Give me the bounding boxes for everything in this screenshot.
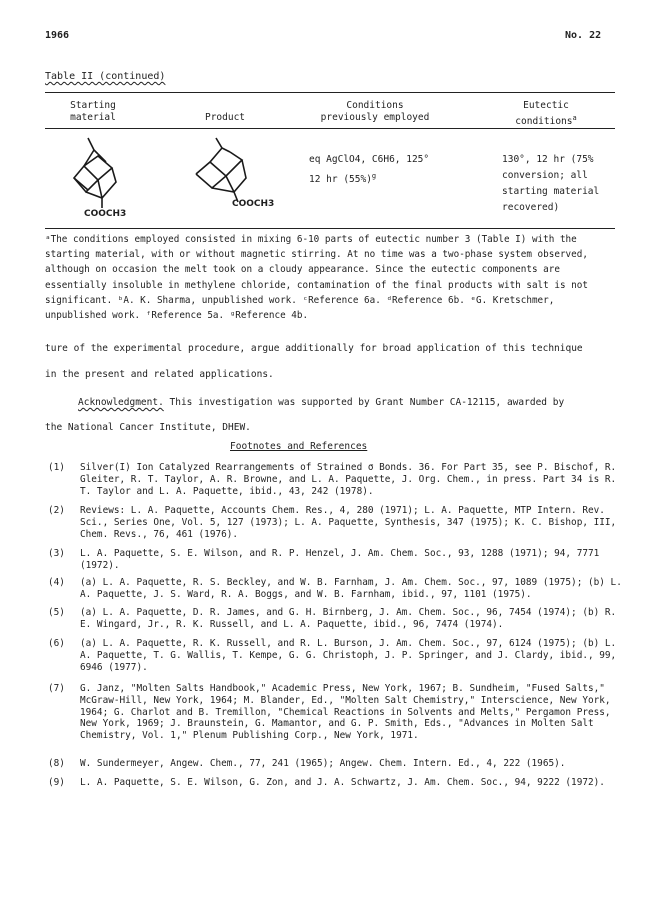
bond bbox=[226, 176, 234, 192]
reference-text: W. Sundermeyer, Angew. Chem., 77, 241 (1965); Angew. Chem. Intern. Ed., 4, 222 (1965). bbox=[80, 758, 566, 769]
references-title: Footnotes and References bbox=[230, 441, 368, 452]
reference-text: (a) L. A. Paquette, R. S. Beckley, and W. B. Farnham, J. Am. Chem. Soc., 97, 1089 (1975); (b) L. A. Paquette, J. S. Ward, R. A. Boggs, and W. B. Farnham, ibid., 97, 1101 (1975). bbox=[80, 577, 622, 600]
reference-number: (3) bbox=[48, 548, 65, 559]
reference-item bbox=[48, 758, 628, 772]
reference-item bbox=[48, 683, 628, 743]
product-label: COOCH3 bbox=[232, 199, 275, 209]
reference-item bbox=[48, 462, 628, 498]
col-header-eutectic bbox=[500, 100, 592, 128]
col-header-starting-material bbox=[60, 100, 126, 124]
col-header-line: Eutectic bbox=[523, 100, 569, 111]
reference-item bbox=[48, 607, 628, 631]
page-number: 1966 bbox=[45, 30, 70, 41]
bond bbox=[196, 162, 226, 188]
col-header-conditions bbox=[300, 100, 450, 124]
acknowledgment-paragraph bbox=[78, 397, 564, 408]
reference-number: (8) bbox=[48, 758, 65, 769]
reference-number: (2) bbox=[48, 505, 65, 516]
table-caption: Table II (continued) bbox=[45, 71, 166, 82]
col-header-text: conditions bbox=[515, 116, 573, 128]
col-header-line: Starting bbox=[70, 100, 116, 111]
reference-item bbox=[48, 777, 628, 801]
bond bbox=[74, 178, 88, 190]
bond bbox=[98, 180, 102, 198]
bond bbox=[84, 150, 94, 166]
body-line: in the present and related applications. bbox=[45, 369, 274, 380]
reference-text: (a) L. A. Paquette, D. R. James, and G. H. Birnberg, J. Am. Chem. Soc., 96, 7454 (1974); (b) R. E. Wingard, Jr., R. K. Russell, and L. A. Paquette, ibid., 96, 7474 (1974). bbox=[80, 607, 617, 630]
bond bbox=[226, 152, 242, 176]
reference-item bbox=[48, 548, 628, 572]
reference-text: L. A. Paquette, S. E. Wilson, G. Zon, and J. A. Schwartz, J. Am. Chem. Soc., 94, 9222 (1972). bbox=[80, 777, 605, 788]
issue-number: No. 22 bbox=[565, 30, 602, 41]
footnote-mark: g bbox=[371, 172, 377, 180]
conditions-cell bbox=[309, 152, 429, 188]
reference-number: (6) bbox=[48, 638, 65, 649]
reference-text: L. A. Paquette, S. E. Wilson, and R. P. Henzel, J. Am. Chem. Soc., 93, 1288 (1971); 94, 7771 (1972). bbox=[80, 548, 600, 571]
table-header-rule bbox=[45, 128, 615, 129]
conditions-line: eq AgClO4, C6H6, 125° bbox=[309, 154, 430, 165]
bond bbox=[212, 160, 246, 192]
starting-material-label: COOCH3 bbox=[84, 209, 127, 219]
table-top-rule bbox=[45, 92, 615, 93]
acknowledgment-text: This investigation was supported by Grant Number CA-12115, awarded by bbox=[163, 397, 565, 408]
product-structure bbox=[186, 132, 276, 208]
reference-number: (7) bbox=[48, 683, 65, 694]
reference-text: (a) L. A. Paquette, R. K. Russell, and R. L. Burson, J. Am. Chem. Soc., 97, 6124 (1975); (b) L. A. Paquette, T. G. Wallis, T. Kempe, G. G. Christoph, J. P. Springer, and J. Clardy, ibid., 99, 6946 (1977). bbox=[80, 638, 617, 673]
eutectic-line: recovered) bbox=[502, 202, 560, 213]
reference-number: (1) bbox=[48, 462, 65, 473]
reference-number: (4) bbox=[48, 577, 65, 588]
reference-text: Reviews: L. A. Paquette, Accounts Chem. Res., 4, 280 (1971); L. A. Paquette, MTP Intern. Rev. Sci., Series One, Vol. 5, 127 (1973); L. A. Paquette, Synthesis, 347 (1975); K. C. Bishop, III, Chem. Revs., 76, 461 (1976). bbox=[80, 505, 617, 540]
eutectic-cell bbox=[502, 152, 599, 216]
bond bbox=[216, 138, 230, 152]
col-header-line: Conditions bbox=[346, 100, 404, 111]
eutectic-line: 130°, 12 hr (75% bbox=[502, 154, 594, 165]
reference-item bbox=[48, 505, 628, 541]
col-header-product bbox=[192, 112, 258, 124]
acknowledgment-line: the National Cancer Institute, DHEW. bbox=[45, 422, 251, 433]
col-header-line bbox=[500, 112, 592, 128]
reference-number: (9) bbox=[48, 777, 65, 788]
reference-item bbox=[48, 577, 628, 601]
reference-text: Silver(I) Ion Catalyzed Rearrangements of Strained σ Bonds. 36. For Part 35, see P. Bischof, R. Gleiter, R. T. Taylor, A. R. Browne, and L. A. Paquette, J. Org. Chem., in press. Part 34 is R. T. Taylor and L. A. Paquette, ibid., 43, 242 (1978). bbox=[80, 462, 617, 497]
col-header-line: previously employed bbox=[320, 112, 430, 123]
reference-item bbox=[48, 638, 628, 674]
starting-material-structure bbox=[58, 132, 138, 212]
conditions-line bbox=[309, 168, 429, 188]
footnote-mark: a bbox=[572, 114, 577, 122]
body-line: ture of the experimental procedure, argue additionally for broad application of this technique bbox=[45, 343, 583, 354]
acknowledgment-label: Acknowledgment. bbox=[78, 397, 164, 408]
table-footnote: ᵃThe conditions employed consisted in mixing 6-10 parts of eutectic number 3 (Table I) with the starting material, with or without magnetic stirring. At no time was a two-phase system observed, although on occasion the melt took on a cloudy appearance. Since the eutectic components are essentially insoluble in methylene chloride, contamination of the final products with salt is not significant. ᵇA. K. Sharma, unpublished work. ᶜReference 6a. ᵈReference 6b. ᵉG. Kretschmer, unpublished work. ᶠReference 5a. ᵍReference 4b. bbox=[45, 234, 588, 322]
reference-number: (5) bbox=[48, 607, 65, 618]
reference-text: G. Janz, "Molten Salts Handbook," Academic Press, New York, 1967; B. Sundheim, "Fused Salts," McGraw-Hill, New York, 1964; M. Blander, Ed., "Molten Salt Chemistry," Interscience, New York, 1964; G. Charlot and B. Tremillon, "Chemical Reactions in Solvents and Melts," Pergamon Press, New York, 1969; J. Braunstein, G. Mamantor, and G. P. Smith, Eds., "Advances in Molten Salt Chemistry, Vol. 1," Plenum Publishing Corp., New York, 1971. bbox=[80, 683, 611, 742]
col-header-line: material bbox=[70, 112, 116, 123]
table-bottom-rule bbox=[45, 228, 615, 229]
col-header-line: Product bbox=[204, 112, 246, 123]
eutectic-line: conversion; all bbox=[502, 170, 588, 181]
eutectic-line: starting material bbox=[502, 186, 600, 197]
conditions-text: 12 hr (55%) bbox=[309, 174, 372, 186]
